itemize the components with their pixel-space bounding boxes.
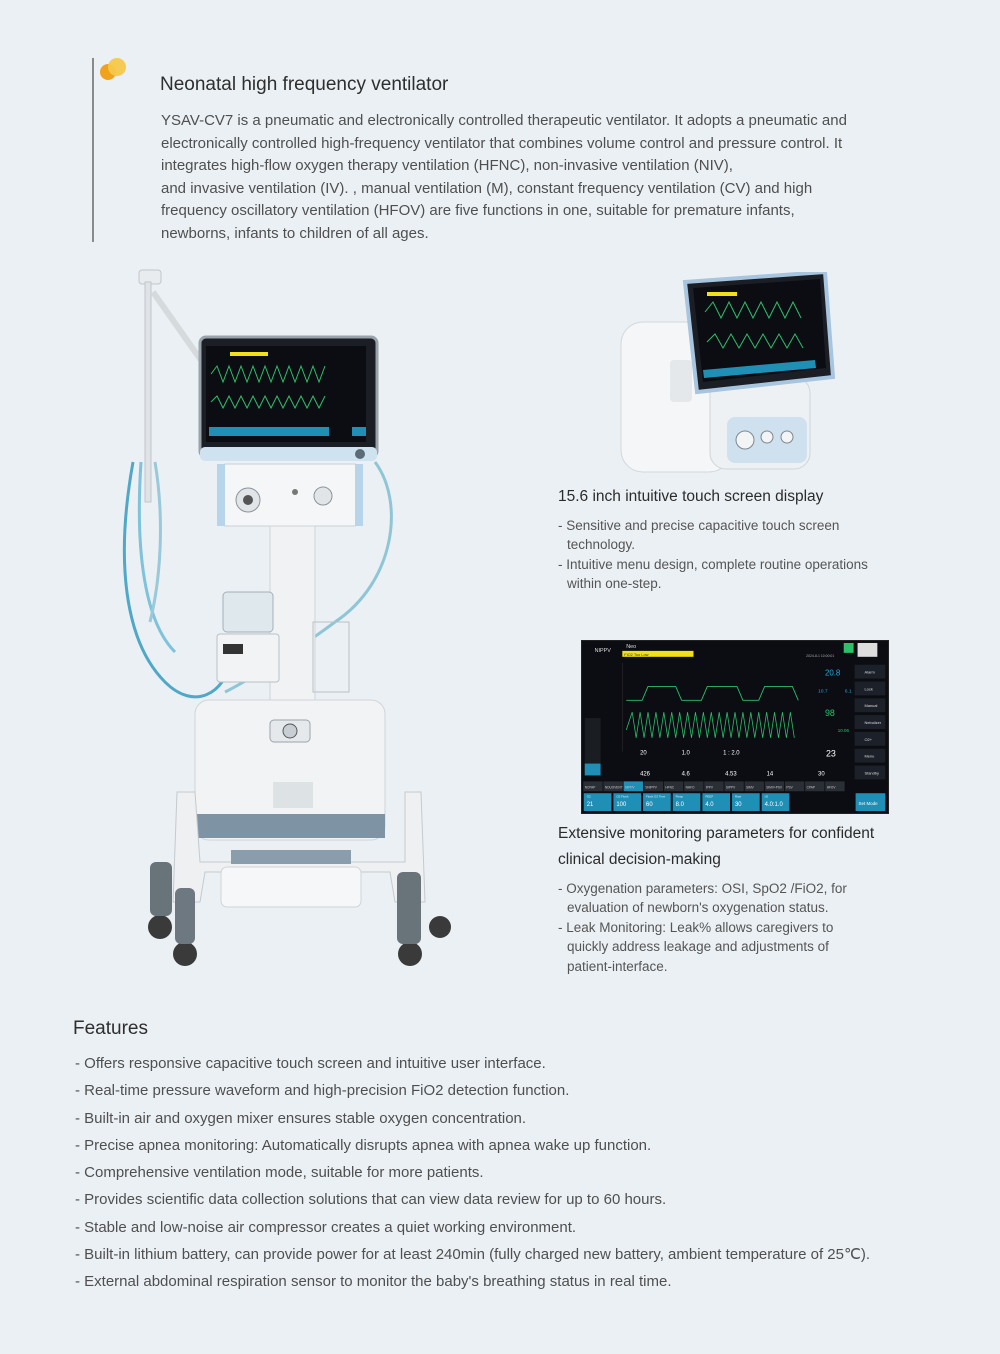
screen-side-button-label: Alarm xyxy=(864,669,875,675)
screen-param-value: 8.0 xyxy=(675,802,684,809)
screen-mid-5: 4.6 xyxy=(681,771,690,778)
desktop-ventilator-image xyxy=(615,272,845,477)
screen-mode-tab-label: CPAP xyxy=(806,785,815,790)
list-item: - Built-in air and oxygen mixer ensures stable oxygen concentration. xyxy=(75,1109,527,1127)
screen-big-value: 23 xyxy=(825,748,836,759)
screen-side-button-label: O2+ xyxy=(864,736,873,742)
screen-param-label: PEEP xyxy=(705,794,714,799)
monitoring-feature-heading xyxy=(558,821,874,873)
screen-param-value: 4.0 xyxy=(705,802,714,809)
features-title: Features xyxy=(73,1018,148,1039)
intro-line: newborns, infants to children of all ages. xyxy=(161,224,429,242)
screen-mid-3: 1 : 2.0 xyxy=(723,750,740,757)
screen-mid-2: 1.0 xyxy=(681,750,690,757)
intro-line: frequency oscillatory ventilation (HFOV) are five functions in one, suitable for premature infants, xyxy=(161,202,795,220)
screen-param-label: I:E xyxy=(764,794,769,799)
screen-side-button-label: Standby xyxy=(864,770,879,776)
screen-mode-tab-label: SIPPV xyxy=(725,785,736,790)
screen-mode-tab-label: HFNC xyxy=(665,785,675,790)
screen-param-label: Pinsp xyxy=(675,794,684,799)
screen-param-value: 4.0:1.0 xyxy=(764,802,783,809)
screen-mode-tab-label: NHFO xyxy=(685,785,695,790)
intro-line: integrates high-flow oxygen therapy ventilation (HFNC), non-invasive ventilation (NIV), xyxy=(161,157,733,175)
screen-mid-8: 30 xyxy=(818,771,825,778)
screen-side-button-label: Manual xyxy=(864,703,878,709)
screen-time: 2024-8-1 10:00:01 xyxy=(806,653,835,658)
screen-small-1: 6.1 xyxy=(844,689,852,695)
heading-line: clinical decision-making xyxy=(558,851,721,868)
list-item: - External abdominal respiration sensor to monitor the baby's breathing status in real time. xyxy=(75,1273,672,1291)
screen-mode-tab-label: SNIPPV xyxy=(645,785,657,790)
screen-mode-tab-label: NIPPV xyxy=(625,785,635,790)
screen-mid-7: 14 xyxy=(766,771,774,778)
screen-mode-tab-label: NCPAP xyxy=(584,785,596,790)
screen-param-label: O2 xyxy=(586,794,591,799)
screen-mode-tab-label: SIMV+PSV xyxy=(766,785,783,790)
screen-small-2: 10.06 xyxy=(837,727,849,733)
set-mode-label: Set Mode xyxy=(858,801,878,807)
screen-pmean: 10.7 xyxy=(818,689,828,695)
list-item: - Built-in lithium battery, can provide power for at least 240min (fully charged new battery, ambient temperature of 25℃). xyxy=(75,1246,870,1264)
monitor-screen-image xyxy=(581,640,889,814)
display-feature-heading: 15.6 inch intuitive touch screen display xyxy=(558,488,824,505)
list-item: - Precise apnea monitoring: Automatically disrupts apnea with apnea wake up function. xyxy=(75,1136,652,1154)
screen-param-label: Rate xyxy=(735,794,742,799)
screen-param-value: 21 xyxy=(586,802,594,809)
screen-param-label: O2 Flush xyxy=(616,794,629,799)
list-item: - Real-time pressure waveform and high-precision FiO2 detection function. xyxy=(75,1082,570,1100)
ventilator-trolley-image xyxy=(105,262,545,982)
display-feature-list xyxy=(558,516,868,594)
intro-divider xyxy=(92,58,94,242)
screen-side-button-label: Nebulizer xyxy=(864,720,882,726)
list-item: - Provides scientific data collection solutions that can view data review for up to 60 hours. xyxy=(75,1191,667,1209)
screen-flow: 20.8 xyxy=(824,668,841,678)
screen-spo2: 98 xyxy=(824,708,835,719)
screen-side-button-label: Lock xyxy=(864,686,873,692)
intro-paragraph xyxy=(161,110,921,246)
page-title: Neonatal high frequency ventilator xyxy=(160,74,449,95)
screen-mode-tab-label: SIMV xyxy=(746,785,754,790)
screen-alarm: FiO2 Too Low xyxy=(624,651,649,657)
list-item: - Leak Monitoring: Leak% allows caregivers to quickly address leakage and adjustments of patient-interface. xyxy=(558,919,834,974)
list-item: - Stable and low-noise air compressor creates a quiet working environment. xyxy=(75,1218,577,1236)
list-item: - Comprehensive ventilation mode, suitable for more patients. xyxy=(75,1164,484,1182)
screen-param-label: Flush O2 Time xyxy=(646,794,666,799)
brand-dots-icon xyxy=(100,58,130,84)
screen-patient: Neo xyxy=(626,643,637,650)
screen-param-value: 100 xyxy=(616,802,627,809)
heading-line: Extensive monitoring parameters for confident xyxy=(558,825,875,842)
list-item: - Oxygenation parameters: OSI, SpO2 /FiO2, for evaluation of newborn's oxygenation status. xyxy=(558,881,847,916)
screen-mode-tab-label: PSV xyxy=(786,785,793,790)
list-item: - Sensitive and precise capacitive touch screen technology. xyxy=(558,518,840,553)
screen-mode-tab-label: NDUOVENT xyxy=(604,785,623,790)
screen-param-value: 30 xyxy=(735,802,742,809)
screen-mid-6: 4.53 xyxy=(725,771,737,778)
list-item: - Offers responsive capacitive touch screen and intuitive user interface. xyxy=(75,1055,546,1072)
screen-mid-4: 426 xyxy=(640,771,650,778)
screen-param-value: 60 xyxy=(646,802,653,809)
screen-mode: NIPPV xyxy=(594,647,611,654)
intro-line: electronically controlled high-frequency ventilator that combines volume control and pressure control. It xyxy=(161,134,843,152)
features-list xyxy=(75,1054,870,1300)
screen-mode-tab-label: IPPV xyxy=(705,785,713,790)
screen-mode-tab-label: HFOV xyxy=(826,785,836,790)
screen-side-button-label: Menu xyxy=(864,753,875,759)
intro-line: YSAV-CV7 is a pneumatic and electronically controlled therapeutic ventilator. It adopts a pneumatic and xyxy=(161,112,847,129)
list-item: - Intuitive menu design, complete routine operations within one-step. xyxy=(558,556,868,592)
screen-mid-1: 20 xyxy=(640,750,647,757)
intro-line: and invasive ventilation (IV). , manual ventilation (M), constant frequency ventilation (CV) and high xyxy=(161,179,813,197)
monitoring-feature-list xyxy=(558,879,858,976)
